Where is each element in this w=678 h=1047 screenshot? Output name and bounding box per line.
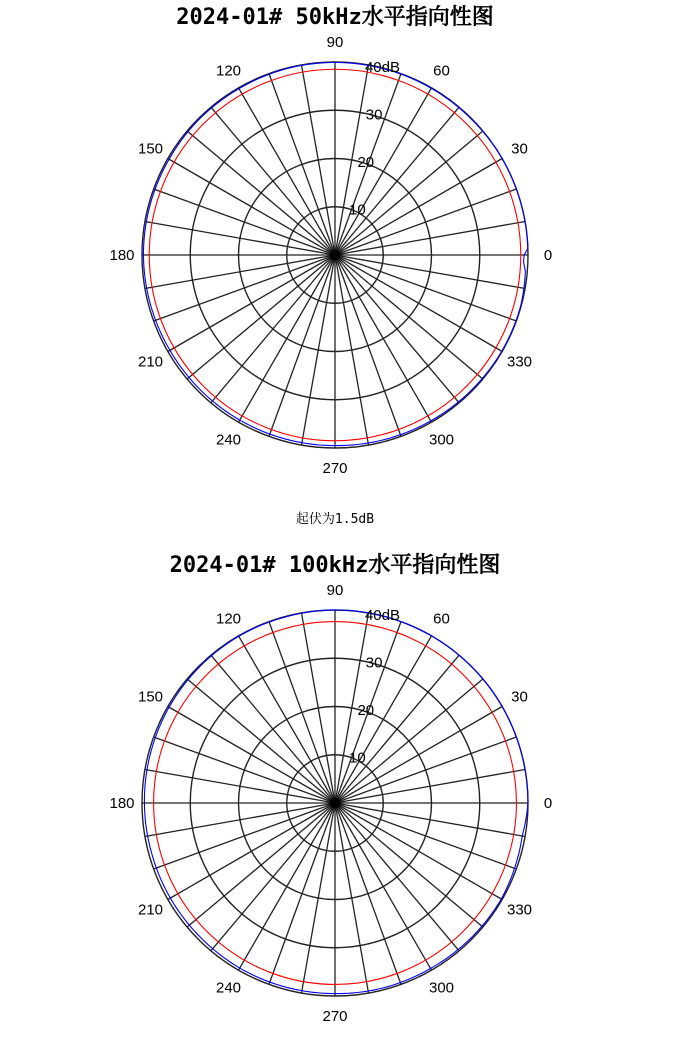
chart-title: 2024-01# 50kHz水平指向性图 [176,5,494,30]
range-tick-label: 10 [349,749,366,767]
angle-tick-label: 300 [428,431,455,449]
range-tick-label: 40dB [364,606,401,624]
range-tick-label: 40dB [364,58,401,76]
chart-50khz [109,4,552,477]
angle-tick-label: 180 [109,247,135,264]
ripple-note: 起伏为1.5dB [295,512,375,527]
chart-title: 2024-01# 100kHz水平指向性图 [169,553,501,578]
range-tick-label: 30 [365,654,383,672]
angle-tick-label: 150 [137,688,164,706]
angle-tick-label: 330 [506,353,533,371]
angle-tick-label: 30 [511,688,528,706]
angle-tick-label: 240 [215,979,242,997]
angle-tick-label: 30 [511,140,528,158]
range-tick-label: 10 [349,201,366,219]
angle-tick-label: 120 [215,62,242,80]
angle-tick-label: 180 [109,795,135,812]
angle-tick-label: 330 [506,901,533,919]
chart-100khz [109,552,552,1025]
angle-tick-label: 210 [137,901,164,919]
angle-tick-label: 0 [543,795,553,812]
range-tick-label: 30 [365,106,383,124]
angle-tick-label: 120 [215,610,242,628]
angle-tick-label: 300 [428,979,455,997]
angle-tick-label: 90 [326,34,344,51]
range-tick-label: 20 [357,154,375,171]
angle-tick-label: 150 [137,140,164,158]
angle-tick-label: 210 [137,353,164,371]
angle-tick-label: 270 [322,1008,348,1025]
angle-tick-label: 60 [433,62,450,80]
angle-tick-label: 270 [322,460,348,477]
angle-tick-label: 240 [215,431,242,449]
center-dot [330,250,341,261]
angle-tick-label: 60 [433,610,450,628]
center-dot [330,798,341,809]
angle-tick-label: 0 [543,247,553,264]
angle-tick-label: 90 [326,582,344,599]
range-tick-label: 20 [357,702,375,719]
